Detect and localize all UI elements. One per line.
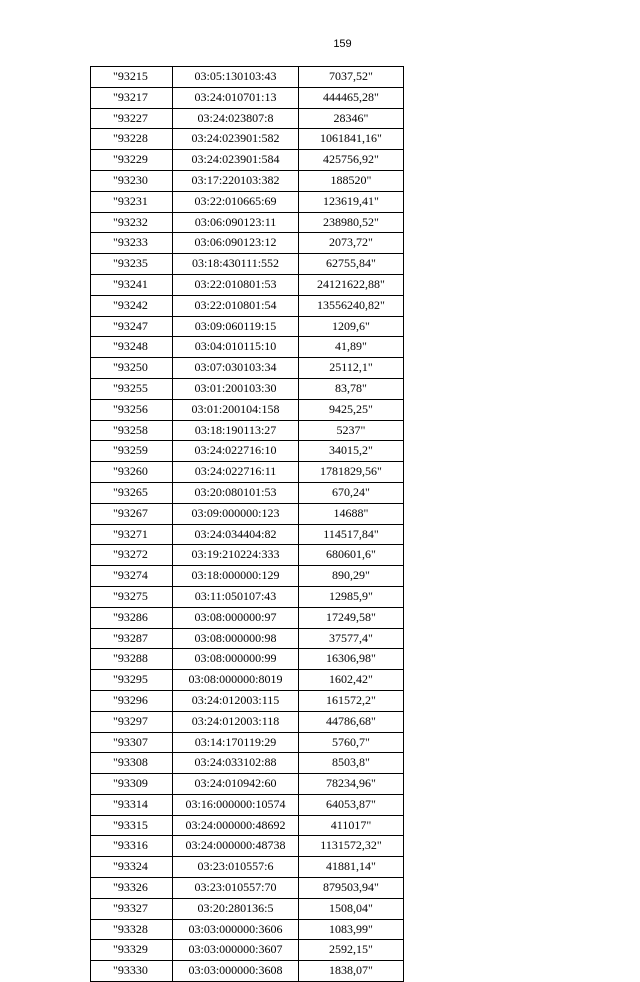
value-cell: 680601,6" (299, 545, 404, 566)
cadastral-number-cell: 03:20:280136:5 (173, 898, 299, 919)
cadastral-number-cell: 03:04:010115:10 (173, 337, 299, 358)
table-row (91, 690, 404, 711)
record-id-cell: "93260 (91, 462, 173, 483)
value-cell: 7037,52" (299, 67, 404, 88)
cadastral-number-cell: 03:24:023901:582 (173, 129, 299, 150)
value-cell: 34015,2" (299, 441, 404, 462)
table-row (91, 212, 404, 233)
cadastral-number-cell: 03:03:000000:3607 (173, 940, 299, 961)
table-row (91, 191, 404, 212)
cadastral-number-cell: 03:09:000000:123 (173, 503, 299, 524)
record-id-cell: "93267 (91, 503, 173, 524)
cadastral-number-cell: 03:20:080101:53 (173, 482, 299, 503)
table-row (91, 524, 404, 545)
value-cell: 41881,14" (299, 857, 404, 878)
table-row (91, 878, 404, 899)
value-cell: 188520" (299, 170, 404, 191)
value-cell: 5237" (299, 420, 404, 441)
cadastral-number-cell: 03:01:200103:30 (173, 378, 299, 399)
table-row (91, 108, 404, 129)
cadastral-number-cell: 03:08:000000:98 (173, 628, 299, 649)
record-id-cell: "93275 (91, 586, 173, 607)
table-row (91, 836, 404, 857)
value-cell: 411017" (299, 815, 404, 836)
record-id-cell: "93327 (91, 898, 173, 919)
value-cell: 25112,1" (299, 358, 404, 379)
cadastral-number-cell: 03:24:033102:88 (173, 753, 299, 774)
cadastral-number-cell: 03:03:000000:3608 (173, 961, 299, 982)
cadastral-number-cell: 03:19:210224:333 (173, 545, 299, 566)
value-cell: 444465,28" (299, 87, 404, 108)
cadastral-number-cell: 03:23:010557:6 (173, 857, 299, 878)
record-id-cell: "93286 (91, 607, 173, 628)
value-cell: 44786,68" (299, 711, 404, 732)
table-row (91, 67, 404, 88)
record-id-cell: "93330 (91, 961, 173, 982)
table-row (91, 503, 404, 524)
table-row (91, 316, 404, 337)
cadastral-number-cell: 03:24:000000:48738 (173, 836, 299, 857)
record-id-cell: "93228 (91, 129, 173, 150)
value-cell: 1602,42" (299, 670, 404, 691)
value-cell: 62755,84" (299, 254, 404, 275)
table-row (91, 358, 404, 379)
record-id-cell: "93326 (91, 878, 173, 899)
table-body (91, 67, 404, 982)
cadastral-number-cell: 03:24:034404:82 (173, 524, 299, 545)
cadastral-number-cell: 03:24:022716:10 (173, 441, 299, 462)
cadastral-number-cell: 03:07:030103:34 (173, 358, 299, 379)
record-id-cell: "93265 (91, 482, 173, 503)
cadastral-number-cell: 03:05:130103:43 (173, 67, 299, 88)
value-cell: 64053,87" (299, 794, 404, 815)
table-row (91, 753, 404, 774)
record-id-cell: "93250 (91, 358, 173, 379)
table-row (91, 628, 404, 649)
record-id-cell: "93235 (91, 254, 173, 275)
value-cell: 1508,04" (299, 898, 404, 919)
record-id-cell: "93309 (91, 774, 173, 795)
cadastral-number-cell: 03:08:000000:97 (173, 607, 299, 628)
record-id-cell: "93227 (91, 108, 173, 129)
table-row (91, 399, 404, 420)
cadastral-number-cell: 03:16:000000:10574 (173, 794, 299, 815)
record-id-cell: "93248 (91, 337, 173, 358)
value-cell: 16306,98" (299, 649, 404, 670)
record-id-cell: "93316 (91, 836, 173, 857)
table-row (91, 462, 404, 483)
cadastral-number-cell: 03:24:010701:13 (173, 87, 299, 108)
record-id-cell: "93307 (91, 732, 173, 753)
cadastral-number-cell: 03:06:090123:12 (173, 233, 299, 254)
table-row (91, 919, 404, 940)
value-cell: 28346" (299, 108, 404, 129)
value-cell: 161572,2" (299, 690, 404, 711)
table-row (91, 129, 404, 150)
value-cell: 425756,92" (299, 150, 404, 171)
cadastral-number-cell: 03:22:010801:53 (173, 274, 299, 295)
cadastral-number-cell: 03:24:012003:115 (173, 690, 299, 711)
record-id-cell: "93259 (91, 441, 173, 462)
record-id-cell: "93241 (91, 274, 173, 295)
record-id-cell: "93296 (91, 690, 173, 711)
cadastral-number-cell: 03:23:010557:70 (173, 878, 299, 899)
cadastral-number-cell: 03:24:023807:8 (173, 108, 299, 129)
cadastral-number-cell: 03:24:000000:48692 (173, 815, 299, 836)
value-cell: 37577,4" (299, 628, 404, 649)
cadastral-number-cell: 03:01:200104:158 (173, 399, 299, 420)
table-row (91, 566, 404, 587)
table-row (91, 420, 404, 441)
table-row (91, 857, 404, 878)
record-id-cell: "93287 (91, 628, 173, 649)
record-id-cell: "93274 (91, 566, 173, 587)
table-row (91, 87, 404, 108)
record-id-cell: "93232 (91, 212, 173, 233)
value-cell: 12985,9" (299, 586, 404, 607)
value-cell: 670,24" (299, 482, 404, 503)
table-row (91, 170, 404, 191)
record-id-cell: "93328 (91, 919, 173, 940)
record-id-cell: "93247 (91, 316, 173, 337)
record-id-cell: "93314 (91, 794, 173, 815)
cadastral-number-cell: 03:18:190113:27 (173, 420, 299, 441)
value-cell: 1781829,56" (299, 462, 404, 483)
record-id-cell: "93255 (91, 378, 173, 399)
table-row (91, 774, 404, 795)
page-number: 159 (333, 38, 352, 50)
table-row (91, 732, 404, 753)
value-cell: 1131572,32" (299, 836, 404, 857)
value-cell: 123619,41" (299, 191, 404, 212)
cadastral-number-cell: 03:08:000000:8019 (173, 670, 299, 691)
table-row (91, 586, 404, 607)
record-id-cell: "93258 (91, 420, 173, 441)
table-row (91, 441, 404, 462)
cadastral-number-cell: 03:09:060119:15 (173, 316, 299, 337)
cadastral-number-cell: 03:24:023901:584 (173, 150, 299, 171)
cadastral-number-cell: 03:08:000000:99 (173, 649, 299, 670)
value-cell: 890,29" (299, 566, 404, 587)
cadastral-number-cell: 03:03:000000:3606 (173, 919, 299, 940)
value-cell: 9425,25" (299, 399, 404, 420)
value-cell: 24121622,88" (299, 274, 404, 295)
table-row (91, 940, 404, 961)
value-cell: 1209,6" (299, 316, 404, 337)
record-id-cell: "93231 (91, 191, 173, 212)
cadastral-number-cell: 03:18:000000:129 (173, 566, 299, 587)
table-row (91, 607, 404, 628)
table-row (91, 545, 404, 566)
value-cell: 2073,72" (299, 233, 404, 254)
value-cell: 17249,58" (299, 607, 404, 628)
value-cell: 1061841,16" (299, 129, 404, 150)
value-cell: 5760,7" (299, 732, 404, 753)
value-cell: 2592,15" (299, 940, 404, 961)
table-row (91, 670, 404, 691)
table-row (91, 150, 404, 171)
table-row (91, 898, 404, 919)
record-id-cell: "93217 (91, 87, 173, 108)
record-id-cell: "93315 (91, 815, 173, 836)
table-row (91, 794, 404, 815)
table-row (91, 254, 404, 275)
value-cell: 41,89" (299, 337, 404, 358)
value-cell: 83,78" (299, 378, 404, 399)
value-cell: 14688" (299, 503, 404, 524)
value-cell: 8503,8" (299, 753, 404, 774)
value-cell: 879503,94" (299, 878, 404, 899)
value-cell: 238980,52" (299, 212, 404, 233)
cadastral-number-cell: 03:17:220103:382 (173, 170, 299, 191)
table-row (91, 378, 404, 399)
record-id-cell: "93297 (91, 711, 173, 732)
record-id-cell: "93230 (91, 170, 173, 191)
record-id-cell: "93288 (91, 649, 173, 670)
cadastral-number-cell: 03:22:010665:69 (173, 191, 299, 212)
value-cell: 78234,96" (299, 774, 404, 795)
table-row (91, 337, 404, 358)
table-row (91, 274, 404, 295)
record-id-cell: "93324 (91, 857, 173, 878)
cadastral-number-cell: 03:11:050107:43 (173, 586, 299, 607)
record-id-cell: "93295 (91, 670, 173, 691)
record-id-cell: "93308 (91, 753, 173, 774)
cadastral-number-cell: 03:18:430111:552 (173, 254, 299, 275)
table-row (91, 711, 404, 732)
record-id-cell: "93329 (91, 940, 173, 961)
record-id-cell: "93215 (91, 67, 173, 88)
record-id-cell: "93242 (91, 295, 173, 316)
cadastral-number-cell: 03:06:090123:11 (173, 212, 299, 233)
record-id-cell: "93229 (91, 150, 173, 171)
value-cell: 114517,84" (299, 524, 404, 545)
table-row (91, 233, 404, 254)
cadastral-number-cell: 03:22:010801:54 (173, 295, 299, 316)
value-cell: 13556240,82" (299, 295, 404, 316)
cadastral-number-cell: 03:14:170119:29 (173, 732, 299, 753)
record-id-cell: "93256 (91, 399, 173, 420)
cadastral-number-cell: 03:24:010942:60 (173, 774, 299, 795)
value-cell: 1838,07" (299, 961, 404, 982)
record-id-cell: "93271 (91, 524, 173, 545)
table-row (91, 649, 404, 670)
table-row (91, 961, 404, 982)
table-row (91, 482, 404, 503)
value-cell: 1083,99" (299, 919, 404, 940)
table-row (91, 295, 404, 316)
cadastral-number-cell: 03:24:012003:118 (173, 711, 299, 732)
table-row (91, 815, 404, 836)
record-id-cell: "93272 (91, 545, 173, 566)
record-id-cell: "93233 (91, 233, 173, 254)
data-table (90, 66, 404, 982)
cadastral-number-cell: 03:24:022716:11 (173, 462, 299, 483)
